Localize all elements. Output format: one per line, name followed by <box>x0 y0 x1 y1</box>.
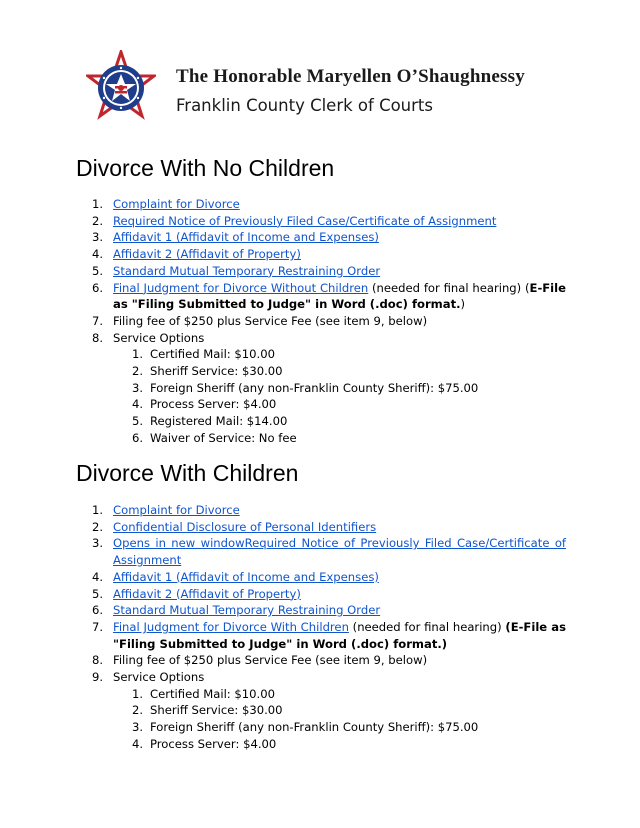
list-item: 3. Affidavit 1 (Affidavit of Income and Expenses) <box>92 230 379 245</box>
list-item: 4. Process Server: $4.00 <box>132 397 277 412</box>
final-judgment-without-children-link[interactable]: Final Judgment for Divorce Without Children <box>113 280 369 295</box>
efile-instruction: E-File as "Filing Submitted to Judge" in Word (.doc) format. <box>113 280 566 312</box>
list-item: 3. Opens in new windowRequired Notice of Previously Filed Case/Certificate of Assignment <box>92 536 566 568</box>
list-item: 2. Confidential Disclosure of Personal Identifiers <box>92 519 377 534</box>
list-item: 4. Affidavit 2 (Affidavit of Property) <box>92 247 301 262</box>
list-item: 8. Filing fee of $250 plus Service Fee (see item 9, below) <box>92 653 428 668</box>
complaint-for-divorce-link[interactable]: Complaint for Divorce <box>113 197 240 211</box>
list-item: 6. Final Judgment for Divorce Without Children (needed for final hearing) (E-File as "Filing Submitted to Judge" in Word (.doc) format.) <box>92 280 566 312</box>
list-item: 5. Standard Mutual Temporary Restraining Order <box>92 263 381 278</box>
restraining-order-link[interactable]: Standard Mutual Temporary Restraining Order <box>113 603 381 618</box>
final-judgment-with-children-link[interactable]: Final Judgment for Divorce With Children <box>113 619 349 634</box>
list-item: 9. Service Options 1. Certified Mail: $10.00 2. Sheriff Service: $30.00 3. Foreign Sheriff (any non-Franklin County Sheriff): $75.00 4. Process Server: $4.00 <box>76 669 566 753</box>
list-item: 5. Affidavit 2 (Affidavit of Property) <box>92 586 301 601</box>
list-item: 6. Waiver of Service: No fee <box>132 430 297 445</box>
clerk-name-title: The Honorable Maryellen O’Shaughnessy <box>176 66 525 87</box>
list-item: 7. Filing fee of $250 plus Service Fee (see item 9, below) <box>92 313 428 328</box>
affidavit-income-expenses-link[interactable]: Affidavit 1 (Affidavit of Income and Expenses) <box>113 569 379 584</box>
list-item: 3. Foreign Sheriff (any non-Franklin County Sheriff): $75.00 <box>132 380 479 395</box>
list-item: 7. Final Judgment for Divorce With Children (needed for final hearing) (E-File as "Filing Submitted to Judge" in Word (.doc) format.) <box>92 619 566 651</box>
service-options-list <box>113 686 566 753</box>
list-item: 8. Service Options 1. Certified Mail: $10.00 2. Sheriff Service: $30.00 3. Foreign Sheriff (any non-Franklin County Sheriff): $75.00 4. Process Server: $4.00 5. Registered Mail: $14.00 6. Waiver of Service: No fee <box>76 330 566 447</box>
service-options-list <box>113 346 566 446</box>
form-list-with-children <box>76 502 566 753</box>
list-item: 3. Foreign Sheriff (any non-Franklin County Sheriff): $75.00 <box>132 720 479 735</box>
confidential-disclosure-link[interactable]: Confidential Disclosure of Personal Identifiers <box>113 519 377 534</box>
list-item: 6. Standard Mutual Temporary Restraining Order <box>92 603 381 618</box>
list-item: 2. Sheriff Service: $30.00 <box>132 364 283 379</box>
list-item: 1. Certified Mail: $10.00 <box>132 686 275 701</box>
affidavit-property-link[interactable]: Affidavit 2 (Affidavit of Property) <box>113 247 301 262</box>
list-item: 1. Complaint for Divorce <box>92 197 240 211</box>
page-header <box>86 50 586 132</box>
clerk-office-subtitle: Franklin County Clerk of Courts <box>176 96 433 115</box>
list-item: 1. Complaint for Divorce <box>92 503 240 517</box>
list-item: 2. Required Notice of Previously Filed Case/Certificate of Assignment <box>92 213 497 228</box>
list-item: 5. Registered Mail: $14.00 <box>132 414 288 429</box>
list-item: 4. Process Server: $4.00 <box>132 736 277 751</box>
list-item: 1. Certified Mail: $10.00 <box>132 347 275 362</box>
affidavit-income-expenses-link[interactable]: Affidavit 1 (Affidavit of Income and Expenses) <box>113 230 379 245</box>
efile-instruction: (E-File as "Filing Submitted to Judge" in Word (.doc) format.) <box>113 619 566 651</box>
section-heading-no-children: Divorce With No Children <box>76 155 335 181</box>
notice-previously-filed-case-link[interactable]: Opens in new windowRequired Notice of Previously Filed Case/Certificate of Assignment <box>113 536 566 568</box>
restraining-order-link[interactable]: Standard Mutual Temporary Restraining Order <box>113 263 381 278</box>
affidavit-property-link[interactable]: Affidavit 2 (Affidavit of Property) <box>113 586 301 601</box>
list-item: 4. Affidavit 1 (Affidavit of Income and Expenses) <box>92 569 379 584</box>
complaint-for-divorce-link[interactable]: Complaint for Divorce <box>113 503 240 517</box>
form-list-no-children <box>76 196 566 447</box>
clerk-seal-logo <box>86 50 156 130</box>
list-item: 2. Sheriff Service: $30.00 <box>132 703 283 718</box>
notice-previously-filed-case-link[interactable]: Required Notice of Previously Filed Case/Certificate of Assignment <box>113 213 497 228</box>
section-heading-with-children: Divorce With Children <box>76 460 299 486</box>
